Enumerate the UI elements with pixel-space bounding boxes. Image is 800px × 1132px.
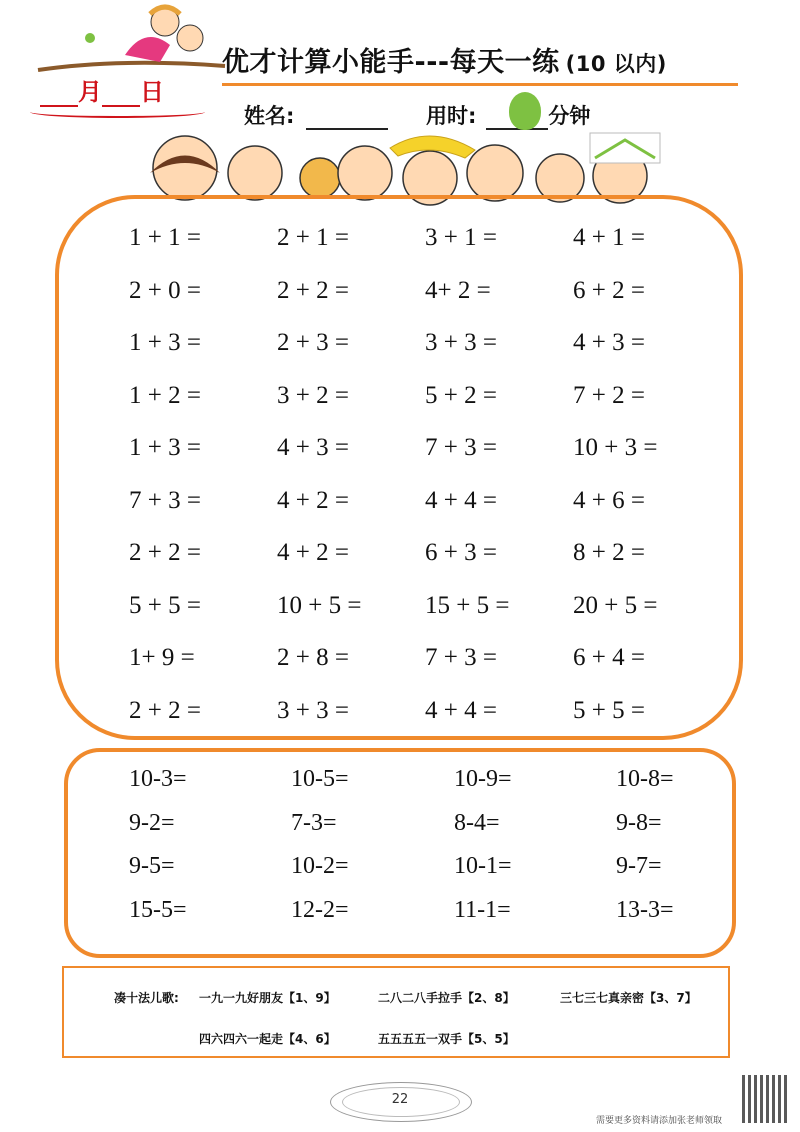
subtraction-problem: 10-8= xyxy=(616,766,674,792)
date-field xyxy=(40,72,190,112)
subtraction-problem: 9-2= xyxy=(129,809,175,836)
addition-problem: 10 + 5 = xyxy=(277,591,362,619)
title-text: 优才计算小能手---每天一练 xyxy=(222,47,560,78)
addition-problem: 10 + 3 = xyxy=(573,434,658,461)
rhyme-item: 二八二八手拉手【2、8】 xyxy=(378,991,515,1005)
subtraction-problem: 9-8= xyxy=(616,809,662,836)
addition-problem: 6 + 3 = xyxy=(425,539,497,566)
addition-problem: 4+ 2 = xyxy=(425,276,491,304)
month-blank[interactable] xyxy=(40,83,78,107)
name-blank[interactable] xyxy=(306,106,388,130)
time-label: 用时: xyxy=(426,104,477,128)
addition-problem: 6 + 2 = xyxy=(573,276,645,304)
addition-problem: 2 + 0 = xyxy=(129,276,201,304)
addition-problem: 4 + 2 = xyxy=(277,486,349,514)
subtraction-problem: 10-9= xyxy=(454,766,512,792)
addition-problem: 2 + 3 = xyxy=(277,329,349,356)
addition-problem: 20 + 5 = xyxy=(573,591,658,619)
addition-problem: 4 + 3 = xyxy=(573,329,645,356)
date-underline xyxy=(30,106,205,118)
addition-problem: 1 + 3 = xyxy=(129,329,201,356)
addition-problem: 2 + 2 = xyxy=(277,276,349,304)
rhyme-item: 三七三七真亲密【3、7】 xyxy=(560,991,697,1005)
page-title xyxy=(222,40,667,79)
addition-problem: 7 + 2 = xyxy=(573,381,645,409)
addition-problem: 3 + 2 = xyxy=(277,381,349,409)
addition-problem: 5 + 5 = xyxy=(573,696,645,724)
day-label: 日 xyxy=(140,78,164,106)
addition-problem: 4 + 1 = xyxy=(573,224,645,251)
addition-problem: 4 + 2 = xyxy=(277,539,349,566)
subtraction-problem: 7-3= xyxy=(291,809,337,836)
addition-problem: 4 + 3 = xyxy=(277,434,349,461)
addition-problem: 1 + 1 = xyxy=(129,224,201,251)
balloon-icon xyxy=(509,92,541,130)
addition-problem: 4 + 6 = xyxy=(573,486,645,514)
page-number: 22 xyxy=(391,1092,409,1107)
name-label: 姓名: xyxy=(244,104,295,128)
subtraction-problem: 10-3= xyxy=(129,766,187,792)
addition-problem: 7 + 3 = xyxy=(425,434,497,461)
addition-problem: 3 + 1 = xyxy=(425,224,497,251)
addition-problem: 5 + 2 = xyxy=(425,381,497,409)
addition-problem: 1 + 2 = xyxy=(129,381,201,409)
qr-code-icon xyxy=(742,1075,790,1123)
month-label: 月 xyxy=(78,78,102,106)
addition-problem: 2 + 2 = xyxy=(129,539,201,566)
addition-problem: 5 + 5 = xyxy=(129,591,201,619)
rhyme-item: 五五五五一双手【5、5】 xyxy=(378,1032,515,1046)
addition-problem: 3 + 3 = xyxy=(425,329,497,356)
subtraction-problem: 10-2= xyxy=(291,853,349,879)
subtraction-problem: 15-5= xyxy=(129,896,187,923)
subtraction-problem: 11-1= xyxy=(454,896,511,923)
subtraction-problem: 12-2= xyxy=(291,896,349,923)
addition-problem: 2 + 1 = xyxy=(277,224,349,251)
addition-problem: 8 + 2 = xyxy=(573,539,645,566)
subtraction-problem: 13-3= xyxy=(616,896,674,923)
title-subtitle: (10 以内) xyxy=(565,52,667,76)
day-blank[interactable] xyxy=(102,83,140,107)
addition-problem: 6 + 4 = xyxy=(573,644,645,671)
addition-problem: 3 + 3 = xyxy=(277,696,349,724)
addition-problem: 15 + 5 = xyxy=(425,591,510,619)
rhyme-item: 一九一九好朋友【1、9】 xyxy=(199,991,336,1005)
subtraction-problem: 10-5= xyxy=(291,766,349,792)
addition-problem: 7 + 3 = xyxy=(129,486,201,514)
addition-problem: 4 + 4 = xyxy=(425,696,497,724)
kids-on-branch-illustration xyxy=(30,0,230,80)
addition-problem: 7 + 3 = xyxy=(425,644,497,671)
minutes-label: 分钟 xyxy=(548,104,591,128)
rhyme-label: 凑十法儿歌: xyxy=(114,991,179,1005)
footer-note: 需要更多资料请添加张老师领取 xyxy=(596,1116,723,1126)
addition-problem: 2 + 8 = xyxy=(277,644,349,671)
name-field xyxy=(244,100,388,130)
addition-problem: 2 + 2 = xyxy=(129,696,201,724)
subtraction-problem: 9-7= xyxy=(616,853,662,879)
addition-problem: 4 + 4 = xyxy=(425,486,497,514)
rhyme-item: 四六四六一起走【4、6】 xyxy=(199,1032,336,1046)
title-rule xyxy=(222,83,738,86)
subtraction-problem: 10-1= xyxy=(454,853,512,879)
addition-problem: 1 + 3 = xyxy=(129,434,201,461)
addition-problem: 1+ 9 = xyxy=(129,644,195,671)
subtraction-problem: 8-4= xyxy=(454,809,500,836)
subtraction-problem: 9-5= xyxy=(129,853,175,879)
